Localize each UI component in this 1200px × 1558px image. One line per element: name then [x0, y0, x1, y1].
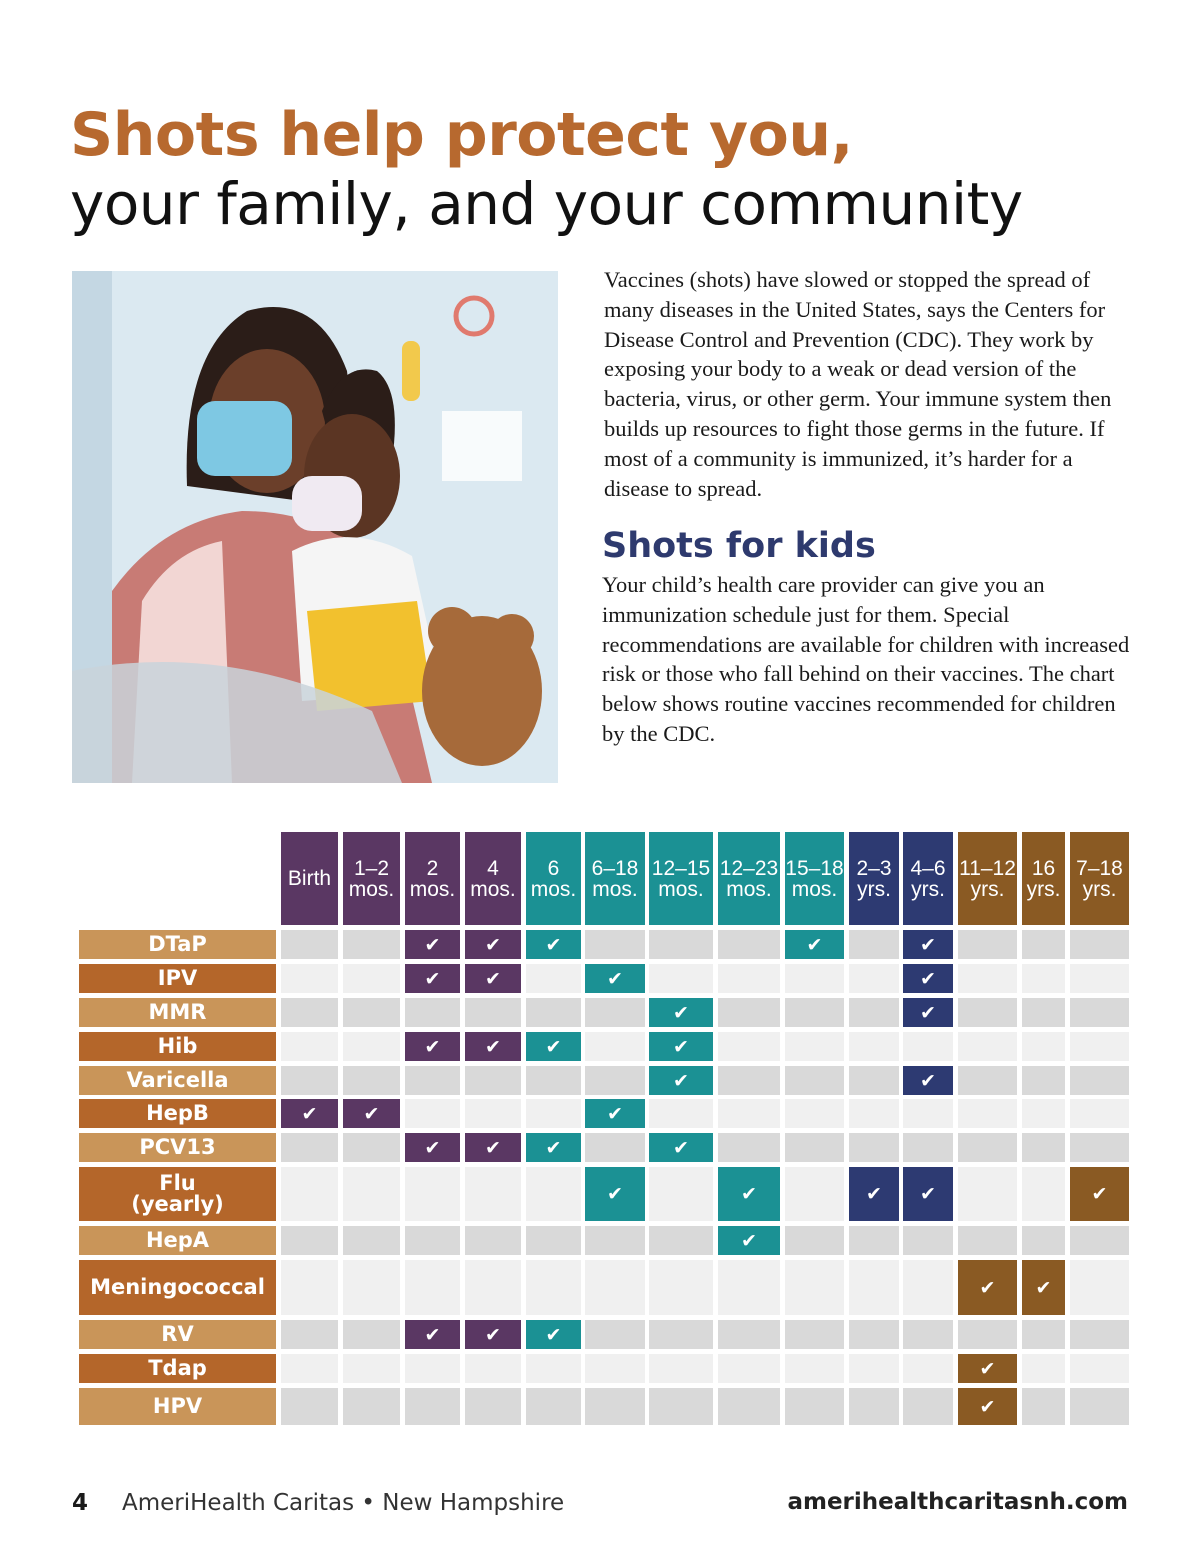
- empty-cell: [343, 1226, 400, 1255]
- empty-cell: [405, 1167, 460, 1221]
- section-heading-shots-for-kids: Shots for kids: [602, 526, 876, 566]
- empty-cell: [718, 964, 780, 993]
- empty-cell: [343, 930, 400, 959]
- empty-cell: [405, 1099, 460, 1128]
- check-icon: ✔: [649, 1032, 713, 1061]
- empty-cell: [585, 1066, 645, 1095]
- empty-cell: [785, 1099, 844, 1128]
- empty-cell: [649, 1320, 713, 1349]
- check-icon: ✔: [585, 1099, 645, 1128]
- age-header: 12–15 mos.: [649, 832, 713, 925]
- empty-cell: [405, 1066, 460, 1095]
- mother-child-photo: [72, 271, 558, 783]
- vaccine-label: Flu (yearly): [79, 1167, 276, 1221]
- empty-cell: [1070, 1066, 1129, 1095]
- empty-cell: [718, 1320, 780, 1349]
- check-icon: ✔: [343, 1099, 400, 1128]
- empty-cell: [281, 1260, 338, 1315]
- check-icon: ✔: [903, 1066, 953, 1095]
- empty-cell: [649, 964, 713, 993]
- empty-cell: [526, 1099, 581, 1128]
- empty-cell: [958, 1099, 1017, 1128]
- empty-cell: [1070, 964, 1129, 993]
- empty-cell: [958, 1032, 1017, 1061]
- check-icon: ✔: [526, 1133, 581, 1162]
- empty-cell: [405, 998, 460, 1027]
- footer-url[interactable]: amerihealthcaritasnh.com: [787, 1489, 1128, 1515]
- vaccine-label: HepA: [79, 1226, 276, 1255]
- empty-cell: [343, 1032, 400, 1061]
- vaccine-label: MMR: [79, 998, 276, 1027]
- empty-cell: [1070, 1032, 1129, 1061]
- empty-cell: [958, 1133, 1017, 1162]
- empty-cell: [585, 1133, 645, 1162]
- empty-cell: [465, 1354, 521, 1383]
- check-icon: ✔: [465, 1032, 521, 1061]
- check-icon: ✔: [958, 1354, 1017, 1383]
- empty-cell: [405, 1260, 460, 1315]
- age-header: 11–12 yrs.: [958, 832, 1017, 925]
- check-icon: ✔: [465, 930, 521, 959]
- empty-cell: [585, 1320, 645, 1349]
- vaccine-label: HepB: [79, 1099, 276, 1128]
- check-icon: ✔: [405, 1133, 460, 1162]
- empty-cell: [405, 1226, 460, 1255]
- vaccine-label: Tdap: [79, 1354, 276, 1383]
- empty-cell: [1022, 1099, 1065, 1128]
- empty-cell: [903, 1354, 953, 1383]
- vaccine-label: Hib: [79, 1032, 276, 1061]
- empty-cell: [649, 1354, 713, 1383]
- empty-cell: [585, 930, 645, 959]
- empty-cell: [281, 1354, 338, 1383]
- empty-cell: [1070, 1388, 1129, 1425]
- empty-cell: [958, 930, 1017, 959]
- empty-cell: [958, 1066, 1017, 1095]
- empty-cell: [718, 1066, 780, 1095]
- empty-cell: [465, 1226, 521, 1255]
- empty-cell: [849, 930, 899, 959]
- empty-cell: [585, 1388, 645, 1425]
- check-icon: ✔: [405, 930, 460, 959]
- check-icon: ✔: [958, 1260, 1017, 1315]
- empty-cell: [281, 1320, 338, 1349]
- empty-cell: [785, 998, 844, 1027]
- intro-paragraph: Vaccines (shots) have slowed or stopped the spread of many diseases in the United States, says the Centers for Disease Control and Prevention (CDC). They work by exposing your body to a weak or dead version of the bacteria, virus, or other germ. Your immune system then builds up resources to fight those germs in the future. If most of a community is immunized, it’s harder for a disease to spread.: [604, 267, 1112, 501]
- empty-cell: [849, 1260, 899, 1315]
- check-icon: ✔: [718, 1226, 780, 1255]
- empty-cell: [526, 1226, 581, 1255]
- page-title-line1: Shots help protect you,: [70, 100, 853, 170]
- empty-cell: [785, 1260, 844, 1315]
- empty-cell: [649, 930, 713, 959]
- check-icon: ✔: [903, 998, 953, 1027]
- check-icon: ✔: [526, 1032, 581, 1061]
- age-header: 4–6 yrs.: [903, 832, 953, 925]
- empty-cell: [718, 1099, 780, 1128]
- empty-cell: [649, 1167, 713, 1221]
- check-icon: ✔: [585, 1167, 645, 1221]
- empty-cell: [718, 998, 780, 1027]
- empty-cell: [903, 1226, 953, 1255]
- empty-cell: [1070, 1226, 1129, 1255]
- empty-cell: [526, 1260, 581, 1315]
- empty-cell: [1070, 1099, 1129, 1128]
- age-header: 4 mos.: [465, 832, 521, 925]
- empty-cell: [718, 930, 780, 959]
- empty-cell: [343, 998, 400, 1027]
- empty-cell: [649, 1226, 713, 1255]
- empty-cell: [585, 1226, 645, 1255]
- check-icon: ✔: [405, 1320, 460, 1349]
- check-icon: ✔: [465, 1320, 521, 1349]
- empty-cell: [281, 1226, 338, 1255]
- empty-cell: [849, 1032, 899, 1061]
- empty-cell: [281, 1388, 338, 1425]
- empty-cell: [785, 1226, 844, 1255]
- empty-cell: [785, 964, 844, 993]
- empty-cell: [526, 1066, 581, 1095]
- empty-cell: [718, 1260, 780, 1315]
- check-icon: ✔: [465, 1133, 521, 1162]
- empty-cell: [465, 1388, 521, 1425]
- age-header: 2 mos.: [405, 832, 460, 925]
- empty-cell: [849, 1066, 899, 1095]
- empty-cell: [649, 1099, 713, 1128]
- empty-cell: [281, 1167, 338, 1221]
- empty-cell: [1022, 1388, 1065, 1425]
- check-icon: ✔: [585, 964, 645, 993]
- empty-cell: [526, 964, 581, 993]
- page-number: 4: [72, 1490, 89, 1516]
- empty-cell: [718, 1133, 780, 1162]
- vaccine-label: Varicella: [79, 1066, 276, 1095]
- empty-cell: [526, 1388, 581, 1425]
- age-header: 6–18 mos.: [585, 832, 645, 925]
- age-header: 15–18 mos.: [785, 832, 844, 925]
- empty-cell: [343, 1133, 400, 1162]
- age-header: 6 mos.: [526, 832, 581, 925]
- empty-cell: [465, 1167, 521, 1221]
- empty-cell: [465, 1099, 521, 1128]
- check-icon: ✔: [849, 1167, 899, 1221]
- check-icon: ✔: [526, 930, 581, 959]
- empty-cell: [343, 1354, 400, 1383]
- empty-cell: [1070, 1320, 1129, 1349]
- empty-cell: [958, 1167, 1017, 1221]
- empty-cell: [1070, 1260, 1129, 1315]
- empty-cell: [958, 964, 1017, 993]
- empty-cell: [281, 1032, 338, 1061]
- empty-cell: [343, 1320, 400, 1349]
- age-header: 2–3 yrs.: [849, 832, 899, 925]
- empty-cell: [465, 1260, 521, 1315]
- empty-cell: [343, 1066, 400, 1095]
- age-header: Birth: [281, 832, 338, 925]
- empty-cell: [849, 1226, 899, 1255]
- empty-cell: [465, 1066, 521, 1095]
- empty-cell: [1022, 1167, 1065, 1221]
- empty-cell: [281, 1066, 338, 1095]
- vaccine-label: IPV: [79, 964, 276, 993]
- check-icon: ✔: [903, 964, 953, 993]
- empty-cell: [526, 1354, 581, 1383]
- empty-cell: [465, 998, 521, 1027]
- empty-cell: [849, 1133, 899, 1162]
- empty-cell: [1022, 1032, 1065, 1061]
- empty-cell: [343, 1388, 400, 1425]
- empty-cell: [585, 1260, 645, 1315]
- empty-cell: [1070, 1133, 1129, 1162]
- empty-cell: [958, 998, 1017, 1027]
- empty-cell: [1022, 1133, 1065, 1162]
- empty-cell: [1022, 964, 1065, 993]
- empty-cell: [849, 1320, 899, 1349]
- empty-cell: [785, 1066, 844, 1095]
- vaccine-label: PCV13: [79, 1133, 276, 1162]
- page-title-line2: your family, and your community: [70, 170, 1023, 238]
- empty-cell: [718, 1032, 780, 1061]
- empty-cell: [343, 964, 400, 993]
- empty-cell: [903, 1032, 953, 1061]
- empty-cell: [1022, 1226, 1065, 1255]
- empty-cell: [785, 1354, 844, 1383]
- empty-cell: [585, 1032, 645, 1061]
- vaccine-label: DTaP: [79, 930, 276, 959]
- check-icon: ✔: [465, 964, 521, 993]
- empty-cell: [649, 1260, 713, 1315]
- check-icon: ✔: [1070, 1167, 1129, 1221]
- check-icon: ✔: [903, 930, 953, 959]
- vaccine-label: Meningococcal: [79, 1260, 276, 1315]
- check-icon: ✔: [1022, 1260, 1065, 1315]
- empty-cell: [1070, 930, 1129, 959]
- empty-cell: [1022, 930, 1065, 959]
- empty-cell: [903, 1388, 953, 1425]
- check-icon: ✔: [526, 1320, 581, 1349]
- empty-cell: [958, 1320, 1017, 1349]
- check-icon: ✔: [785, 930, 844, 959]
- empty-cell: [718, 1388, 780, 1425]
- empty-cell: [649, 1388, 713, 1425]
- empty-cell: [849, 1099, 899, 1128]
- vaccine-label: RV: [79, 1320, 276, 1349]
- empty-cell: [1022, 1066, 1065, 1095]
- empty-cell: [585, 998, 645, 1027]
- check-icon: ✔: [405, 964, 460, 993]
- empty-cell: [585, 1354, 645, 1383]
- empty-cell: [849, 964, 899, 993]
- empty-cell: [1070, 1354, 1129, 1383]
- check-icon: ✔: [405, 1032, 460, 1061]
- empty-cell: [849, 998, 899, 1027]
- empty-cell: [785, 1320, 844, 1349]
- empty-cell: [526, 1167, 581, 1221]
- footer-org-name: AmeriHealth Caritas • New Hampshire: [122, 1490, 565, 1516]
- empty-cell: [785, 1167, 844, 1221]
- empty-cell: [281, 1133, 338, 1162]
- check-icon: ✔: [958, 1388, 1017, 1425]
- kids-paragraph: Your child’s health care provider can give you an immunization schedule just for them. Special recommendations are available for children with increased risk or those who fall behind on their vaccines. The chart below shows routine vaccines recommended for children by the CDC.: [602, 572, 1130, 746]
- check-icon: ✔: [649, 1066, 713, 1095]
- empty-cell: [281, 964, 338, 993]
- empty-cell: [785, 1388, 844, 1425]
- empty-cell: [785, 1032, 844, 1061]
- check-icon: ✔: [281, 1099, 338, 1128]
- age-header: 1–2 mos.: [343, 832, 400, 925]
- vaccine-label: HPV: [79, 1388, 276, 1425]
- empty-cell: [903, 1320, 953, 1349]
- age-header: 16 yrs.: [1022, 832, 1065, 925]
- check-icon: ✔: [649, 1133, 713, 1162]
- empty-cell: [526, 998, 581, 1027]
- empty-cell: [343, 1167, 400, 1221]
- empty-cell: [849, 1388, 899, 1425]
- empty-cell: [903, 1133, 953, 1162]
- empty-cell: [718, 1354, 780, 1383]
- empty-cell: [1022, 998, 1065, 1027]
- empty-cell: [1022, 1354, 1065, 1383]
- age-header: 12–23 mos.: [718, 832, 780, 925]
- check-icon: ✔: [903, 1167, 953, 1221]
- empty-cell: [903, 1099, 953, 1128]
- check-icon: ✔: [649, 998, 713, 1027]
- empty-cell: [281, 930, 338, 959]
- empty-cell: [343, 1260, 400, 1315]
- empty-cell: [958, 1226, 1017, 1255]
- empty-cell: [785, 1133, 844, 1162]
- empty-cell: [849, 1354, 899, 1383]
- age-header: 7–18 yrs.: [1070, 832, 1129, 925]
- empty-cell: [1022, 1320, 1065, 1349]
- empty-cell: [1070, 998, 1129, 1027]
- empty-cell: [405, 1388, 460, 1425]
- empty-cell: [405, 1354, 460, 1383]
- empty-cell: [903, 1260, 953, 1315]
- check-icon: ✔: [718, 1167, 780, 1221]
- empty-cell: [281, 998, 338, 1027]
